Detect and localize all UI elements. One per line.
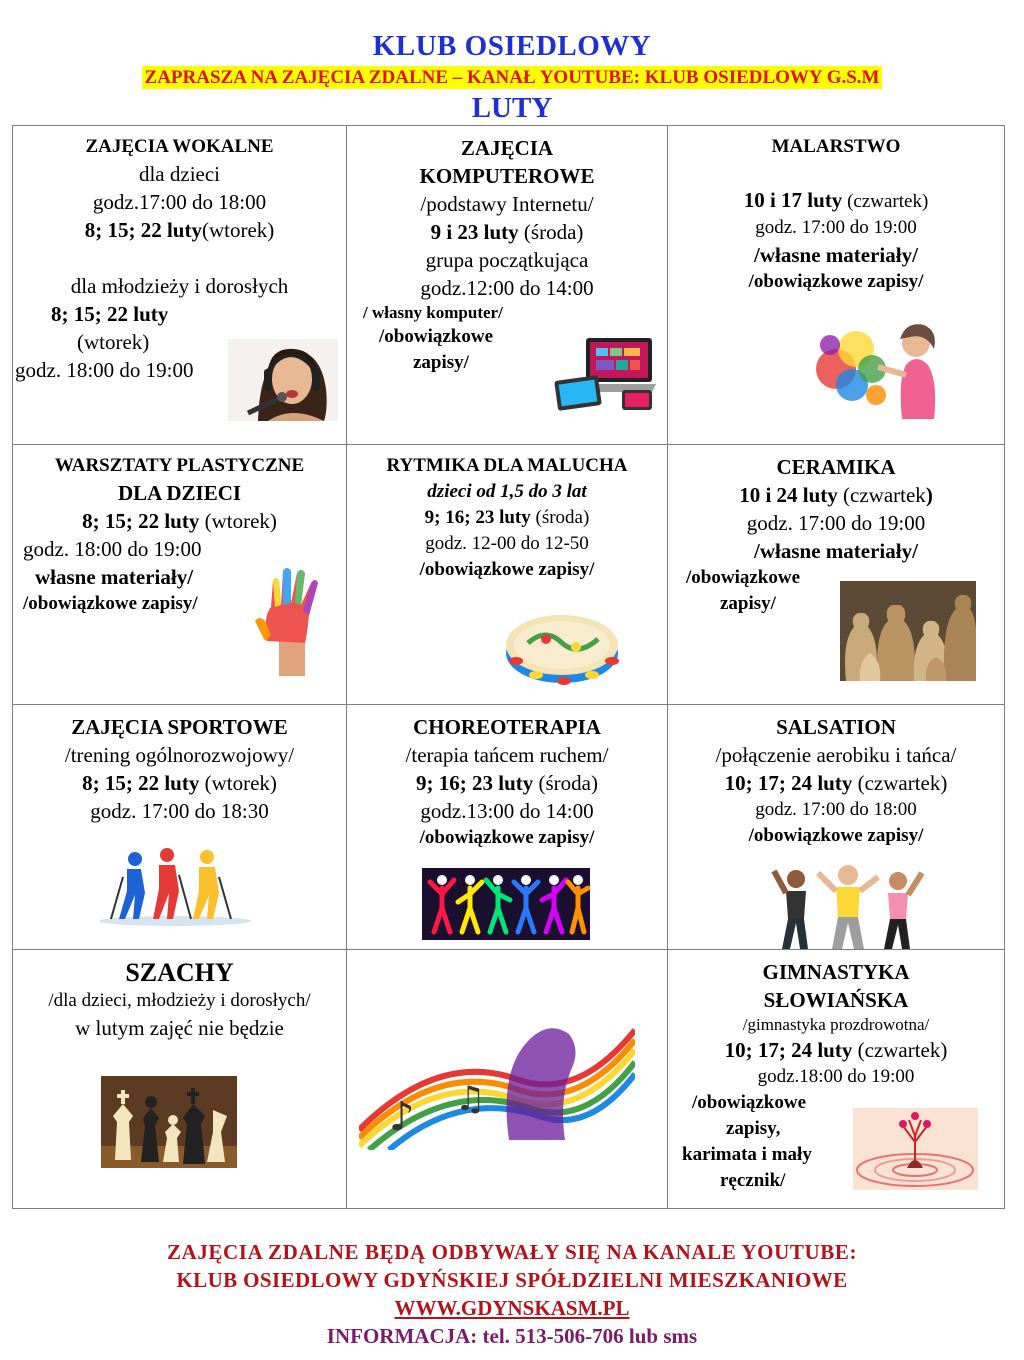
cell-line: godz. 17:00 do 19:00	[755, 217, 917, 238]
cell-title: ZAJĘCIA SPORTOWE	[71, 715, 288, 739]
cell-gimnastyka	[668, 950, 1005, 1209]
subtitle-banner	[0, 66, 1024, 89]
subtitle-text: ZAPRASZA NA ZAJĘCIA ZDALNE – KANAŁ YOUTUBE: KLUB OSIEDLOWY G.S.M	[142, 66, 883, 89]
music-art	[359, 1010, 635, 1150]
dates: 9 i 23 luty	[430, 220, 519, 244]
nordic-walking-figures	[95, 845, 255, 927]
cell-wokalne	[13, 126, 347, 445]
weekday: (czwartek)	[852, 1038, 948, 1062]
weekday: (wtorek)	[77, 330, 150, 354]
cell-title: SALSATION	[776, 715, 896, 739]
svg-text:♪: ♪	[389, 1094, 415, 1140]
weekday: (czwartek	[837, 483, 926, 507]
ceramic-vases-photo	[840, 581, 976, 681]
contact-info: INFORMACJA: tel. 513-506-706 lub sms	[326, 1324, 698, 1348]
weekday: (czwartek)	[842, 191, 929, 212]
dates: 8; 15; 22 luty	[82, 771, 200, 795]
dates: 10 i 24 luty	[739, 483, 838, 507]
cell-line: godz.18:00 do 19:00	[757, 1066, 915, 1087]
cell-line: godz.17:00 do 18:00	[92, 190, 267, 214]
cell-title: KOMPUTEROWE	[419, 164, 595, 188]
cell-line: zapisy/	[720, 593, 776, 614]
footer-line-2: KLUB OSIEDLOWY GDYŃSKIEJ SPÓŁDZIELNI MIESZKANIOWE	[176, 1268, 848, 1292]
cell-line: /obowiązkowe zapisy/	[748, 271, 924, 292]
tambourine-photo	[502, 603, 624, 691]
club-title: KLUB OSIEDLOWY	[372, 30, 652, 62]
weekday-end: )	[925, 483, 933, 507]
dates: 10; 17; 24 luty	[724, 1038, 853, 1062]
cell-szachy	[13, 950, 347, 1209]
cell-line: /połączenie aerobiku i tańca/	[715, 743, 957, 767]
cell-line: /dla dzieci, młodzieży i dorosłych/	[48, 990, 311, 1011]
cell-title: CERAMIKA	[776, 455, 896, 479]
singer-photo	[228, 339, 338, 421]
cell-salsation	[668, 705, 1005, 950]
cell-title: GIMNASTYKA	[762, 960, 910, 984]
cell-line: godz. 17:00 do 19:00	[746, 511, 926, 535]
cell-line: dzieci od 1,5 do 3 lat	[427, 481, 587, 502]
dancers-photo	[770, 863, 926, 949]
cell-line: /własne materiały/	[754, 539, 918, 563]
dates: 10; 17; 24 luty	[724, 771, 853, 795]
weekday: (środa)	[533, 771, 598, 795]
table-row	[13, 445, 1005, 705]
cell-rytmika	[347, 445, 668, 705]
dates: 8; 15; 22 luty	[51, 302, 169, 326]
cell-line: godz. 18:00 do 19:00	[23, 537, 202, 561]
cell-plastyczne	[13, 445, 347, 705]
cell-line: /obowiązkowe	[379, 326, 493, 347]
cell-ceramika	[668, 445, 1005, 705]
cell-line: godz. 12-00 do 12-50	[425, 533, 589, 554]
cell-line: dla młodzieży i dorosłych	[70, 274, 289, 298]
schedule-table	[12, 125, 1005, 1209]
cell-title: SŁOWIAŃSKA	[763, 988, 909, 1012]
dancing-silhouettes	[422, 868, 590, 940]
table-row	[13, 950, 1005, 1209]
cell-sportowe	[13, 705, 347, 950]
cell-title: ZAJĘCIA WOKALNE	[85, 136, 274, 157]
computer-devices-photo	[552, 334, 658, 414]
cell-line: ręcznik/	[720, 1170, 786, 1191]
cell-line: /obowiązkowe zapisy/	[23, 593, 198, 614]
painted-hand-photo	[245, 561, 335, 676]
cell-line: godz. 17:00 do 18:00	[755, 799, 917, 820]
cell-line: grupa początkująca	[425, 248, 589, 272]
dates: 9; 16; 23 luty	[424, 507, 531, 528]
weekday: (wtorek)	[201, 218, 275, 242]
cell-line: /obowiązkowe	[692, 1092, 806, 1113]
month-title: LUTY	[471, 92, 553, 124]
cell-line: godz. 17:00 do 18:30	[90, 799, 269, 823]
cell-line: w lutym zajęć nie będzie	[75, 1016, 284, 1040]
cell-title: MALARSTWO	[771, 136, 901, 157]
cell-title: WARSZTATY PLASTYCZNE	[54, 455, 305, 476]
meditation-photo	[853, 1108, 978, 1190]
weekday: (wtorek)	[199, 771, 277, 795]
painter-photo	[806, 309, 946, 419]
weekday: (środa)	[518, 220, 584, 244]
dates: 9; 16; 23 luty	[416, 771, 534, 795]
svg-text:♫: ♫	[455, 1079, 486, 1119]
cell-line: zapisy,	[726, 1118, 781, 1139]
weekday: (czwartek)	[852, 771, 948, 795]
cell-music-art	[347, 950, 668, 1209]
cell-title: CHOREOTERAPIA	[413, 715, 601, 739]
table-row	[13, 705, 1005, 950]
weekday: (wtorek)	[199, 509, 277, 533]
dates: 8; 15; 22 luty	[82, 509, 200, 533]
cell-title: RYTMIKA DLA MALUCHA	[386, 455, 628, 476]
cell-line: godz. 18:00 do 19:00	[15, 358, 194, 382]
cell-malarstwo	[668, 126, 1005, 445]
footer-line-1: ZAJĘCIA ZDALNE BĘDĄ ODBYWAŁY SIĘ NA KANALE YOUTUBE:	[166, 1240, 858, 1264]
cell-line: /własne materiały/	[754, 243, 918, 267]
cell-line: karimata i mały	[682, 1144, 812, 1165]
cell-komputerowe	[347, 126, 668, 445]
website-link[interactable]: WWW.GDYNSKASM.PL	[394, 1296, 630, 1320]
cell-line: /trening ogólnorozwojowy/	[64, 743, 295, 767]
cell-line: /podstawy Internetu/	[420, 192, 594, 216]
cell-line: godz.12:00 do 14:00	[420, 276, 594, 300]
dates: 10 i 17 luty	[743, 188, 843, 212]
cell-line: zapisy/	[413, 352, 469, 373]
cell-line: / własny komputer/	[363, 303, 503, 322]
cell-line: /obowiązkowe zapisy/	[419, 827, 595, 848]
table-row	[13, 126, 1005, 445]
cell-line: /obowiązkowe zapisy/	[748, 825, 924, 846]
cell-line: godz.13:00 do 14:00	[420, 799, 594, 823]
cell-line: /obowiązkowe zapisy/	[419, 559, 595, 580]
chess-pieces-photo	[101, 1076, 237, 1168]
cell-line: /gimnastyka prozdrowotna/	[742, 1015, 930, 1034]
cell-title: DLA DZIECI	[117, 481, 242, 505]
dates: 8; 15; 22 luty	[84, 218, 202, 242]
cell-choreoterapia	[347, 705, 668, 950]
cell-title: ZAJĘCIA	[460, 136, 554, 160]
cell-line: /obowiązkowe	[686, 567, 800, 588]
cell-title: SZACHY	[125, 958, 234, 987]
cell-line: dla dzieci	[138, 162, 221, 186]
cell-line: własne materiały/	[35, 565, 194, 589]
weekday: (środa)	[530, 507, 590, 528]
cell-line: /terapia tańcem ruchem/	[405, 743, 609, 767]
